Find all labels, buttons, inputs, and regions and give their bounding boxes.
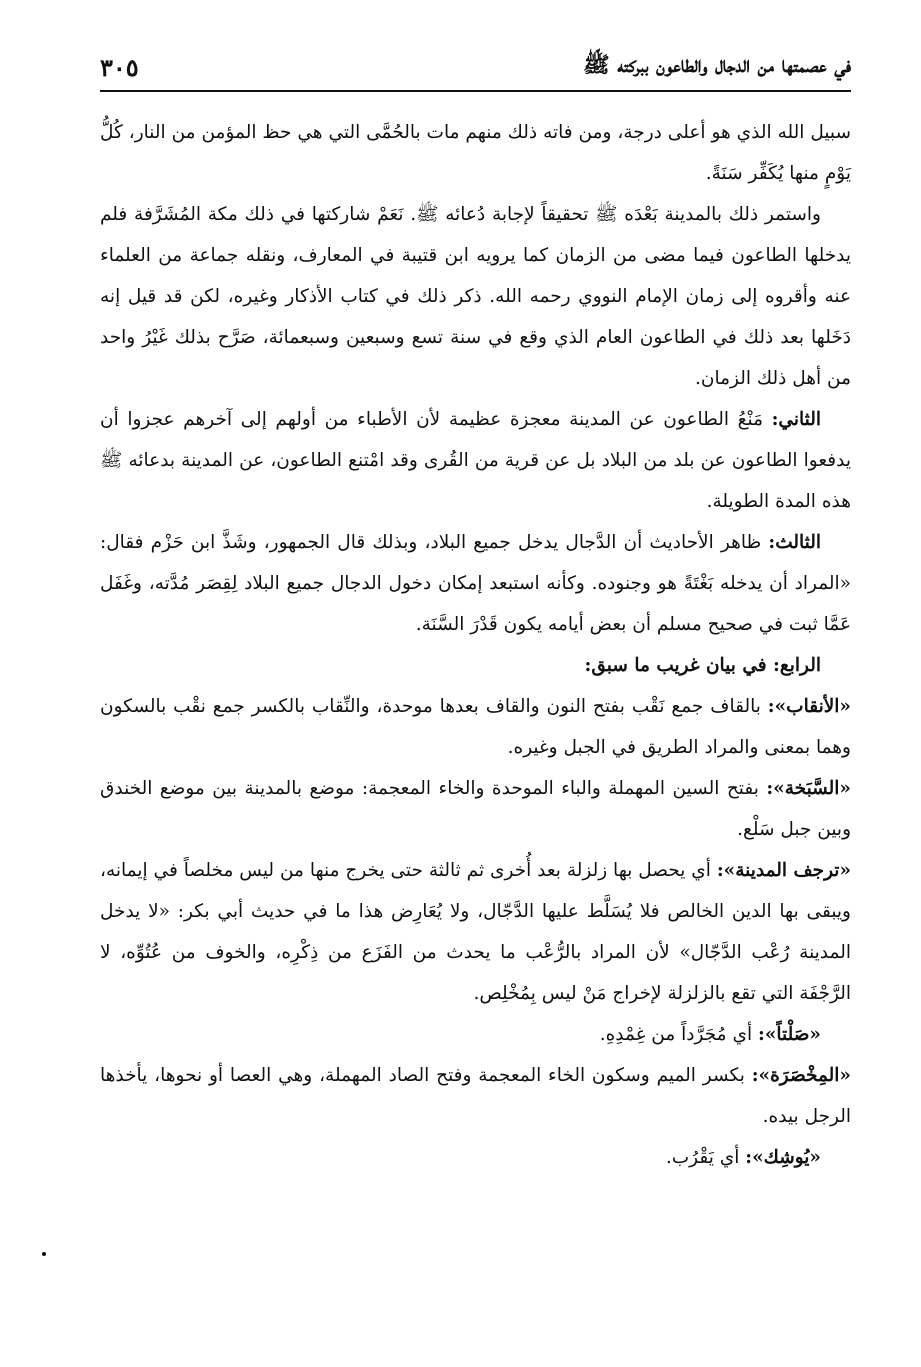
glossary-definition: أي يحصل بها زلزلة بعد أُخرى ثم ثالثة حتى يخرج منها من ليس مخلصاً في إيمانه، ويبقى بها الدين الخالص فلا يُسَلَّط عليها الدَّجّال، ولا يُعَارِض هذا ما في حديث أبي بكر: «لا يدخل المدينة رُعْب الدَّجّال» لأن المراد بالرُّعْب ما يحدث من الفَزَع من ذِكْرِه، والخوف من عُتُوِّه، لا الرَّجْفَة التي تقع بالزلزلة لإخراج مَنْ ليس بِمُخْلِص. [100, 860, 851, 1004]
paragraph-text: مَنْعُ الطاعون عن المدينة معجزة عظيمة لأن الأطباء من أولهم إلى آخرهم عجزوا أن يدفعوا الطاعون عن بلد من البلاد بل عن قرية من القُرى وقد امْتنع الطاعون، عن المدينة بدعائه ﷺ هذه المدة الطويلة. [100, 409, 851, 512]
running-title: في عصمتها من الدجال والطاعون ببركته ﷺ [583, 52, 851, 78]
paragraph [100, 399, 851, 522]
paragraph-lead: الرابع: في بيان غريب ما سبق: [584, 655, 821, 676]
glossary-entry [100, 1055, 851, 1137]
glossary-term: «السَّبَخة»: [766, 778, 851, 799]
glossary-entry [100, 768, 851, 850]
glossary-term: «صَلْتاً»: [757, 1024, 821, 1045]
glossary-entry [100, 1137, 851, 1178]
page-number: ٣٠٥ [100, 52, 139, 82]
running-header [100, 44, 851, 92]
paragraph [100, 112, 851, 194]
body-text [100, 112, 851, 1178]
glossary-term: «يُوشِك»: [745, 1147, 821, 1168]
section-heading [100, 645, 851, 686]
paragraph-text: سبيل الله الذي هو أعلى درجة، ومن فاته ذلك منهم مات بالحُمَّى التي هي حظ المؤمن من النار، كُلُّ يَوْمٍ منها يُكَفِّر سَنَةً. [100, 122, 851, 184]
paragraph-text: ظاهر الأحاديث أن الدَّجال يدخل جميع البلاد، وبذلك قال الجمهور، وشَذَّ ابن حَزْم فقال: «المراد أن يدخله بَغْتَةً هو وجنوده. وكأنه استبعد إمكان دخول الدجال جميع البلاد لِقِصَر مُدَّته، وغَفَل عَمَّا ثبت في صحيح مسلم أن بعض أيامه يكون قَدْرَ السَّنَة. [100, 532, 851, 635]
glossary-term: «المِخْصَرَة»: [751, 1065, 851, 1086]
glossary-term: «الأنقاب»: [767, 696, 851, 717]
glossary-entry [100, 1014, 851, 1055]
paragraph [100, 522, 851, 645]
glossary-entry [100, 686, 851, 768]
glossary-definition: أي يَقْرُب. [665, 1147, 740, 1168]
glossary-definition: بكسر الميم وسكون الخاء المعجمة وفتح الصاد المهملة، وهي العصا أو نحوها، يأخذها الرجل بيده. [100, 1065, 851, 1127]
paragraph-text: واستمر ذلك بالمدينة بَعْدَه ﷺ تحقيقاً لإجابة دُعائه ﷺ. نَعَمْ شاركتها في ذلك مكة المُشَرَّفة فلم يدخلها الطاعون فيما مضى من الزمان كما يرويه ابن قتيبة في المعارف، ونقله جماعة من العلماء عنه وأقروه إلى زمان الإمام النووي رحمه الله. ذكر ذلك في كتاب الأذكار وغيره، لكن قد قيل إنه دَخَلها بعد ذلك في الطاعون العام الذي وقع في سنة تسع وسبعين وسبعمائة، صَرَّح بذلك غَيْرُ واحد من أهل ذلك الزمان. [100, 204, 851, 389]
glossary-definition: بفتح السين المهملة والباء الموحدة والخاء المعجمة: موضع بالمدينة بين موضع الخندق وبين جبل سَلْع. [100, 778, 851, 840]
stray-dot-mark [42, 1252, 46, 1256]
glossary-definition: بالقاف جمع نَقْب بفتح النون والقاف بعدها موحدة، والنِّقاب بالكسر جمع نقْب بالسكون وهما بمعنى والمراد الطريق في الجبل وغيره. [100, 696, 851, 758]
paragraph-lead: الثالث: [768, 532, 821, 553]
paragraph-lead: الثاني: [771, 409, 821, 430]
paragraph [100, 194, 851, 399]
glossary-definition: أي مُجَرَّداً من غِمْدِهِ. [599, 1024, 753, 1045]
glossary-term: «ترجف المدينة»: [716, 860, 852, 881]
glossary-entry [100, 850, 851, 1014]
